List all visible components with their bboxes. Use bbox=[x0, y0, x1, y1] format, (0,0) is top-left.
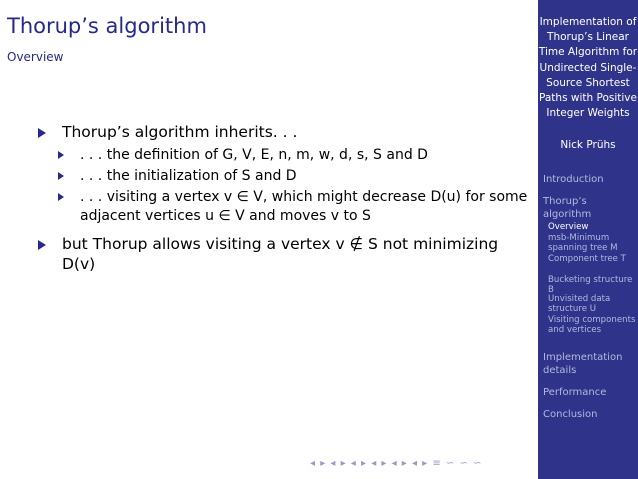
triangle-bullet-icon bbox=[38, 128, 46, 138]
sidebar-section-conclusion[interactable]: Conclusion bbox=[543, 409, 598, 420]
sidebar-subsection-component-tree[interactable]: Component tree T bbox=[548, 254, 626, 264]
sidebar-section-implementation-details[interactable]: Implementation details bbox=[543, 352, 623, 376]
sidebar-section-performance[interactable]: Performance bbox=[543, 387, 607, 398]
sidebar-section-thorups-algorithm[interactable]: Thorup’s algorithm bbox=[543, 196, 592, 220]
sub-item-text: . . . the definition of G, V, E, n, m, w, d, s, S and D bbox=[80, 147, 428, 163]
triangle-bullet-icon bbox=[38, 240, 46, 250]
navigation-symbols[interactable]: ◂ ▸ ◂ ▸ ◂ ▸ ◂ ▸ ◂ ▸ ◂ ▸ ≡ ∽ ∽ ∽ bbox=[310, 458, 483, 469]
bullet-item-inherits bbox=[38, 122, 528, 142]
sidebar bbox=[538, 0, 638, 479]
sidebar-section-introduction[interactable]: Introduction bbox=[543, 174, 604, 185]
sub-item-text: . . . visiting a vertex v ∈ V, which might decrease D(u) for some adjacent vertices u ∈ V and moves v to S bbox=[80, 189, 528, 224]
sub-item-initialization bbox=[58, 167, 528, 186]
sidebar-subsection-msb-spanning-tree[interactable]: msb-Minimum spanning tree M bbox=[548, 233, 618, 253]
sub-item-definition bbox=[58, 146, 528, 165]
sidebar-subsection-visiting-components[interactable]: Visiting components and vertices bbox=[548, 315, 636, 335]
bullet-item-thorup-allows bbox=[38, 234, 528, 274]
sub-list bbox=[38, 146, 528, 226]
frame-subtitle: Overview bbox=[7, 50, 64, 64]
triangle-bullet-icon bbox=[58, 172, 64, 180]
slide-content bbox=[38, 122, 528, 278]
frame-title: Thorup’s algorithm bbox=[7, 14, 207, 38]
sub-item-visiting bbox=[58, 188, 528, 226]
triangle-bullet-icon bbox=[58, 151, 64, 159]
triangle-bullet-icon bbox=[58, 193, 64, 201]
sidebar-author[interactable]: Nick Prühs bbox=[560, 139, 616, 151]
sidebar-subsection-bucketing-structure[interactable]: Bucketing structure B bbox=[548, 275, 633, 295]
sidebar-subsection-overview[interactable]: Overview bbox=[548, 222, 589, 232]
bullet-text: but Thorup allows visiting a vertex v ∉ S not minimizing D(v) bbox=[62, 235, 499, 273]
sidebar-subsection-unvisited-data-structure[interactable]: Unvisited data structure U bbox=[548, 294, 611, 314]
bullet-text: Thorup’s algorithm inherits. . . bbox=[62, 123, 298, 141]
sidebar-title[interactable]: Implementation of Thorup’s Linear Time Algorithm for Undirected Single-Source Shortest Paths with Positive Integer Weights bbox=[538, 16, 638, 120]
sub-item-text: . . . the initialization of S and D bbox=[80, 168, 297, 184]
